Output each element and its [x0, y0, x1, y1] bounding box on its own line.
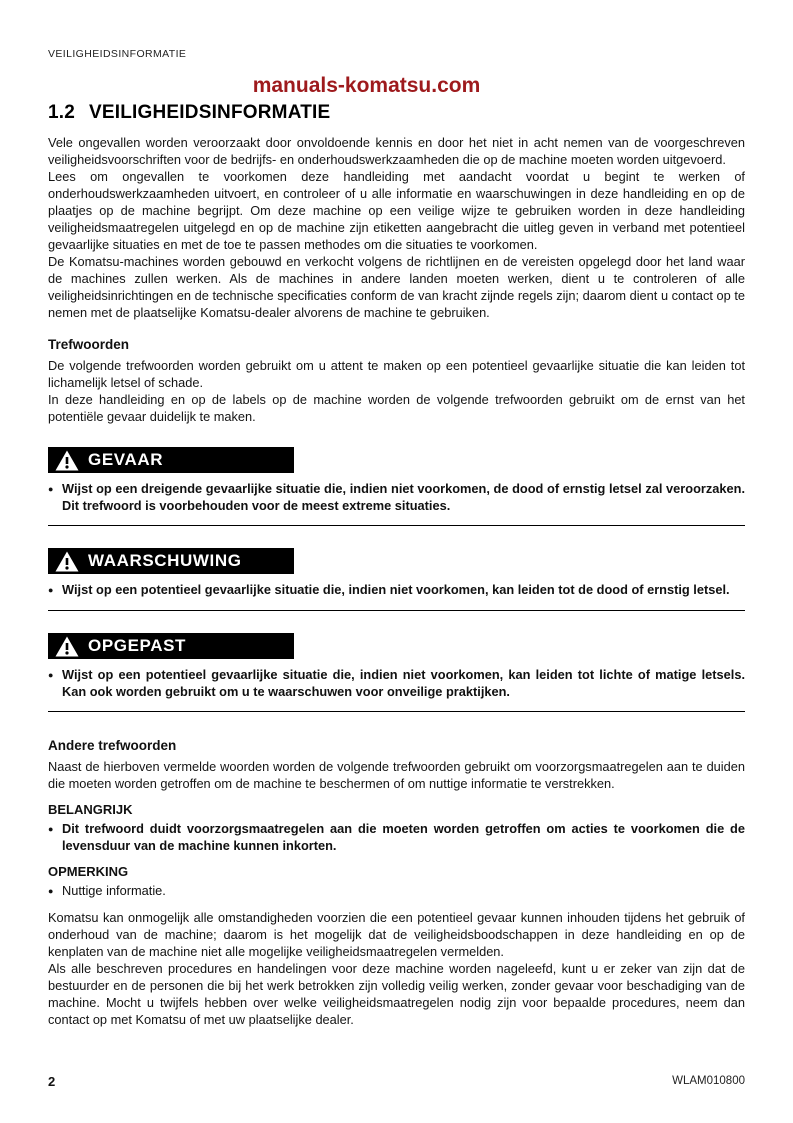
warning-text: Wijst op een potentieel gevaarlijke situatie die, indien niet voorkomen, kan leiden tot de dood of ernstig letsel. — [62, 582, 730, 597]
trefwoorden-heading: Trefwoorden — [48, 337, 130, 352]
trefwoorden-paragraph: In deze handleiding en op de labels op de machine worden de volgende trefwoorden gebruikt om de ernst van het potentiële gevaar duidelijk te maken. — [48, 392, 745, 424]
belangrijk-text: Dit trefwoord duidt voorzorgsmaatregelen aan die moeten worden getroffen om acties te voorkomen die de levensduur van de machine kunnen inkorten. — [62, 821, 745, 853]
closing-paragraph: Komatsu kan onmogelijk alle omstandigheden voorzien die een potentieel gevaar kunnen inhouden tijdens het gebruik of onderhoud van de machine; daarom is het mogelijk dat de veiligheidsboodschappen in deze handleiding en op de kenplaten van de machine niet alle mogelijke veiligheidsmaatregelen vermelden. — [48, 910, 745, 959]
running-header: VEILIGHEIDSINFORMATIE — [48, 48, 187, 60]
danger-text: Wijst op een dreigende gevaarlijke situatie die, indien niet voorkomen, de dood of ernstig letsel zal veroorzaken. Dit trefwoord is voorbehouden voor de meest extreme situaties. — [62, 481, 745, 513]
caution-banner — [48, 633, 294, 659]
bullet-icon: ● — [48, 484, 54, 494]
danger-banner — [48, 447, 294, 473]
intro-paragraph: Vele ongevallen worden veroorzaakt door onvoldoende kennis en door het niet in acht nemen van de voorgeschreven veiligheidsvoorschriften voor de bedrijfs- en onderhoudswerkzaamheden die op de machine moeten worden uitgevoerd. — [48, 135, 745, 167]
divider — [48, 610, 745, 611]
warning-bullet — [48, 581, 745, 599]
closing-paragraph: Als alle beschreven procedures en handelingen voor deze machine worden nageleefd, kunt u er zeker van zijn dat de bestuurder en de personen die bij het werk betrokken zijn volledig veilig werken, zonder gevaar voor beschadiging van de machine. Mocht u twijfels hebben over welke veiligheidsmaatregelen nodig zijn voor bepaalde procedures, neem dan contact op met Komatsu of met uw plaatselijke dealer. — [48, 961, 745, 1027]
caution-banner-label: OPGEPAST — [88, 636, 187, 655]
warning-triangle-icon — [55, 450, 79, 471]
opmerking-heading: OPMERKING — [48, 864, 129, 879]
andere-trefwoorden-heading: Andere trefwoorden — [48, 738, 177, 753]
caution-bullet — [48, 666, 745, 700]
danger-banner-label: GEVAAR — [88, 450, 164, 469]
bullet-icon: ● — [48, 670, 54, 680]
divider — [48, 711, 745, 712]
intro-paragraph: Lees om ongevallen te voorkomen deze handleiding met aandacht voordat u begint te werken of onderhoudswerkzaamheden uitvoert, en controleer of u alle informatie en waarschuwingen in deze handleiding en op de plaatjes op de machine begrijpt. Om deze machine op een veilige wijze te gebruiken worden in deze handleiding veiligheidsmaatregelen uitgelegd en op de machine zijn etiketten aangebracht die uitleg geven in verband met potentieel gevaarlijke situaties en met de toe te passen methodes om die situaties te voorkomen. — [48, 169, 745, 252]
danger-bullet — [48, 480, 745, 514]
caution-text: Wijst op een potentieel gevaarlijke situatie die, indien niet voorkomen, kan leiden tot lichte of matige letsels. Kan ook worden gebruikt om u te waarschuwen voor onveilige praktijken. — [62, 667, 745, 699]
bullet-icon: ● — [48, 824, 54, 834]
page-number: 2 — [48, 1074, 56, 1089]
bullet-icon: ● — [48, 585, 54, 595]
watermark-text: manuals-komatsu.com — [252, 74, 481, 97]
belangrijk-heading: BELANGRIJK — [48, 802, 133, 817]
intro-paragraph: De Komatsu-machines worden gebouwd en verkocht volgens de richtlijnen en de vereisten opgelegd door het land waar de machines zullen werken. Als de machines in andere landen moeten werken, dient u te controleren of alle veiligheidsinrichtingen en de technische specificaties conform de van kracht zijnde regels zijn; daarom dient u contact op te nemen met de plaatselijke Komatsu-dealer alvorens de machine te gebruiken. — [48, 254, 745, 320]
divider — [48, 525, 745, 526]
warning-banner — [48, 548, 294, 574]
trefwoorden-paragraph: De volgende trefwoorden worden gebruikt om u attent te maken op een potentieel gevaarlijke situatie die kan leiden tot lichamelijk letsel of schade. — [48, 358, 745, 390]
warning-banner-label: WAARSCHUWING — [88, 551, 242, 570]
bullet-icon: ● — [48, 886, 54, 896]
section-number: 1.2 — [48, 102, 76, 123]
andere-paragraph: Naast de hierboven vermelde woorden worden de volgende trefwoorden gebruikt om voorzorgsmaatregelen aan te duiden die moeten worden getroffen om de machine te beschermen of om nuttige informatie te verstrekken. — [48, 759, 745, 791]
document-code: WLAM010800 — [672, 1075, 745, 1087]
belangrijk-bullet — [48, 820, 745, 854]
section-title-text: VEILIGHEIDSINFORMATIE — [89, 102, 331, 123]
opmerking-bullet — [48, 882, 745, 900]
warning-triangle-icon — [55, 551, 79, 572]
warning-triangle-icon — [55, 636, 79, 657]
page-title — [48, 102, 745, 124]
opmerking-text: Nuttige informatie. — [62, 883, 166, 898]
